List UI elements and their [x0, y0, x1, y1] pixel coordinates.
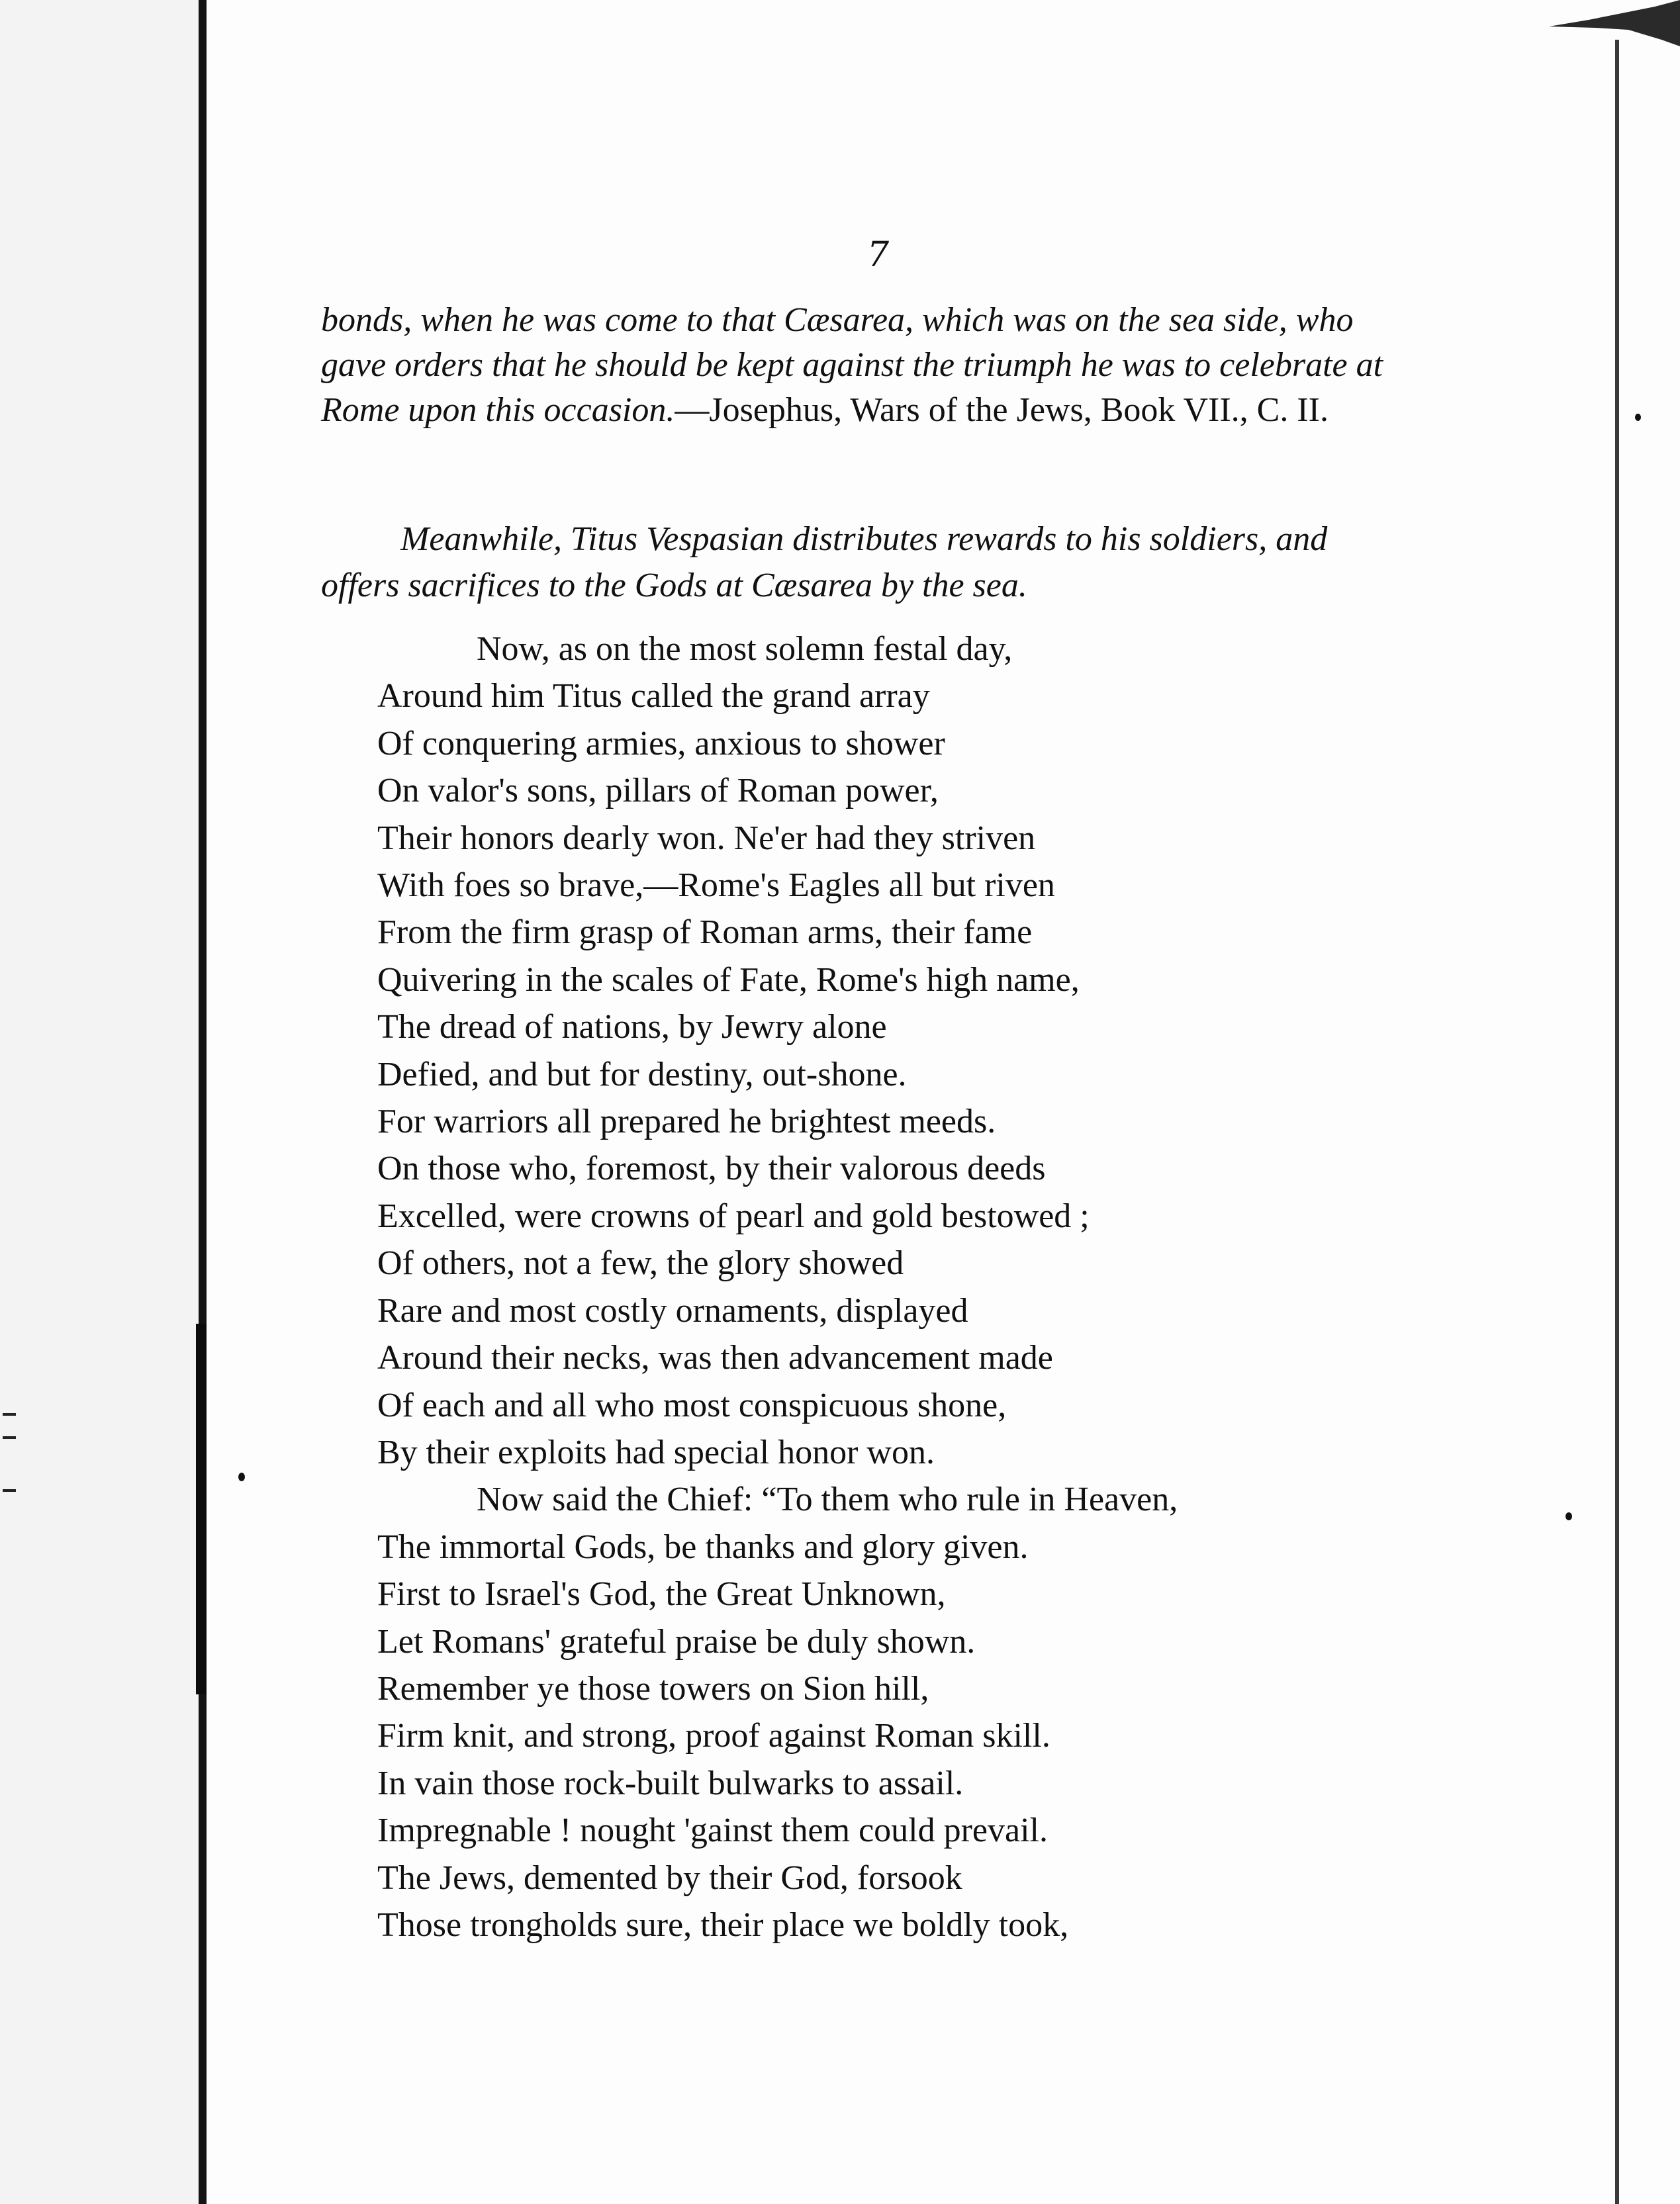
book-spine	[199, 0, 207, 2204]
margin-mark	[3, 1436, 16, 1439]
margin-mark	[3, 1489, 16, 1492]
poem-line: The immortal Gods, be thanks and glory given.	[377, 1528, 1029, 1566]
poem-line: From the firm grasp of Roman arms, their fame	[377, 913, 1033, 952]
poem-line: Defied, and but for destiny, out-shone.	[377, 1055, 907, 1093]
poem-line: Of each and all who most conspicuous shone,	[377, 1386, 1007, 1424]
poem-line: In vain those rock-built bulwarks to assail.	[377, 1764, 964, 1802]
poem-line: Now, as on the most solemn festal day,	[477, 630, 1013, 668]
poem-line: Excelled, were crowns of pearl and gold bestowed ;	[377, 1197, 1090, 1235]
stage-direction-line: offers sacrifices to the Gods at Cæsarea by the sea.	[321, 567, 1027, 604]
poem-line: Remember ye those towers on Sion hill,	[377, 1669, 929, 1708]
poem-line: Of conquering armies, anxious to shower	[377, 724, 945, 762]
poem	[377, 625, 1410, 1949]
poem-line: Now said the Chief: “To them who rule in Heaven,	[477, 1481, 1178, 1519]
quote-text: bonds, when he was come to that Cæsarea, which was on the sea side, who gave orders that he should be kept against the triumph he was to celebrate at Rome upon this occasion.	[321, 301, 1383, 429]
facing-page	[0, 0, 204, 2204]
poem-line: Around him Titus called the grand array	[377, 677, 930, 715]
josephus-quote	[321, 298, 1420, 433]
poem-line: Rare and most costly ornaments, displayed	[377, 1291, 968, 1330]
poem-line: Firm knit, and strong, proof against Roman skill.	[377, 1717, 1050, 1755]
poem-line: Their honors dearly won. Ne'er had they striven	[377, 819, 1036, 857]
speck	[238, 1473, 245, 1481]
poem-line: Of others, not a few, the glory showed	[377, 1244, 904, 1283]
quote-attribution: —Josephus, Wars of the Jews, Book VII., C. II.	[675, 391, 1329, 429]
poem-line: For warriors all prepared he brightest meeds.	[377, 1103, 996, 1141]
page-number: 7	[867, 235, 890, 275]
poem-line: On those who, foremost, by their valorous deeds	[377, 1150, 1046, 1188]
poem-line: Quivering in the scales of Fate, Rome's high name,	[377, 960, 1080, 999]
stage-direction-line: Meanwhile, Titus Vespasian distributes rewards to his soldiers, and	[400, 520, 1328, 558]
poem-line: The dread of nations, by Jewry alone	[377, 1008, 887, 1046]
poem-line: By their exploits had special honor won.	[377, 1433, 935, 1471]
margin-mark	[3, 1413, 16, 1416]
page-edge	[1615, 40, 1619, 2204]
poem-line: Let Romans' grateful praise be duly shown.	[377, 1622, 976, 1661]
stage-direction	[321, 516, 1420, 609]
poem-line: First to Israel's God, the Great Unknown,	[377, 1575, 946, 1614]
poem-line: On valor's sons, pillars of Roman power,	[377, 772, 939, 810]
poem-line: Those trongholds sure, their place we boldly took,	[377, 1906, 1069, 1944]
speck	[1635, 414, 1641, 421]
poem-line: With foes so brave,—Rome's Eagles all but riven	[377, 866, 1055, 905]
poem-line: The Jews, demented by their God, forsook	[377, 1859, 962, 1897]
poem-line: Around their necks, was then advancement made	[377, 1339, 1053, 1377]
torn-corner	[1549, 0, 1680, 46]
poem-line: Impregnable ! nought 'gainst them could prevail.	[377, 1812, 1048, 1850]
speck	[1565, 1512, 1572, 1520]
